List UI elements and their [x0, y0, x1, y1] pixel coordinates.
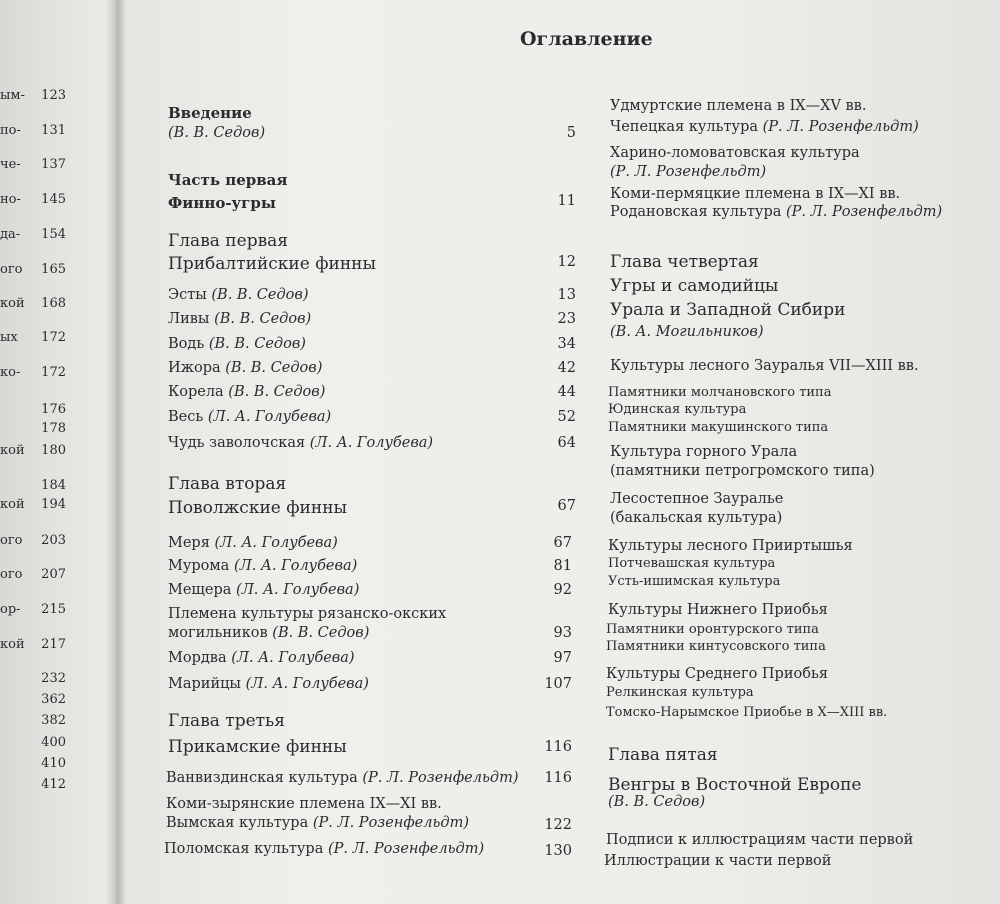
intro-heading: Введение: [168, 104, 252, 122]
captions-line-1: Подписи к иллюстрациям части первой: [606, 832, 914, 848]
toc-entry-author: (Л. А. Голубева): [214, 535, 338, 551]
toc-entry-author: (В. В. Седов): [228, 384, 326, 400]
left-fragment-text: ко-: [0, 365, 21, 380]
irtysh-sub-2: Усть-ишимская культура: [608, 574, 781, 589]
irtysh-sub-1: Потчевашская культура: [608, 556, 776, 571]
komi-page: 122: [544, 817, 572, 833]
chapter-5-title: Венгры в Восточной Европе: [608, 775, 862, 795]
chapter-5-author: (В. В. Седов): [608, 794, 706, 810]
intro-page: 5: [566, 125, 576, 141]
chapter-2-title: Поволжские финны: [168, 498, 348, 518]
toc-entry-author: (Л. А. Голубева): [236, 582, 360, 598]
left-fragment-text: ого: [0, 533, 23, 548]
toc-entry-author: (Л. А. Голубева): [233, 558, 358, 574]
polom-page: 130: [544, 843, 572, 859]
left-fragment-page: 154: [41, 227, 66, 242]
part-heading-1: Часть первая: [168, 171, 288, 189]
intro-author: (В. В. Седов): [168, 125, 266, 141]
left-fragment-page: 232: [41, 671, 66, 686]
left-fragment-page: 184: [41, 478, 66, 493]
chapter-1-page: 12: [557, 254, 576, 270]
toc-entry: [168, 360, 322, 376]
lower-ob-sub-2: Памятники кинтусовского типа: [606, 639, 826, 654]
left-fragment-text: по-: [0, 123, 21, 138]
steppe-line-1: Лесостепное Зауралье: [610, 491, 784, 507]
chapter-4-title-2: Урала и Западной Сибири: [610, 300, 846, 320]
toc-entry: [168, 287, 309, 303]
toc-entry: [168, 676, 369, 692]
toc-entry-author: (Р. Л. Розенфельдт): [362, 770, 519, 786]
komi-line-2: Вымская культура (Р. Л. Розенфельдт): [166, 815, 469, 831]
left-fragment-text: да-: [0, 227, 21, 242]
toc-entry-title: Мордва: [168, 650, 232, 666]
toc-entry-title: Мещера: [168, 582, 237, 598]
chapter-3-page: 116: [544, 739, 572, 755]
part-page: 11: [557, 193, 576, 209]
toc-entry: [168, 384, 325, 400]
left-fragment-page: 172: [41, 365, 66, 380]
khar-line-1: Харино-ломоватовская культура: [610, 145, 860, 161]
polom-line: Поломская культура (Р. Л. Розенфельдт): [164, 841, 485, 857]
left-fragment-page: 412: [41, 777, 66, 792]
left-fragment-page: 382: [41, 713, 66, 728]
toc-entry-title: Марийцы: [168, 676, 246, 692]
left-fragment-page: 176: [41, 402, 66, 417]
left-fragment-page: 410: [41, 756, 66, 771]
middle-ob-sub-1: Релкинская культура: [606, 685, 754, 700]
toc-entry-page: 92: [553, 582, 572, 598]
left-fragment-page: 165: [41, 262, 66, 277]
toc-entry-page: 64: [557, 435, 576, 451]
mountain-line-1: Культура горного Урала: [610, 444, 798, 460]
mountain-line-2: (памятники петрогромского типа): [610, 463, 875, 479]
chapter-1-label: Глава первая: [168, 231, 289, 251]
toc-entry: [168, 409, 331, 425]
forest-sub-3: Памятники макушинского типа: [608, 420, 829, 435]
toc-entry-page: 52: [557, 409, 576, 425]
left-fragment-page: 362: [41, 692, 66, 707]
toc-entry-page: 97: [553, 650, 572, 666]
steppe-line-2: (бакальская культура): [610, 510, 783, 526]
middle-ob-heading: Культуры Среднего Приобья: [606, 666, 829, 682]
toc-entry-author: (В. В. Седов): [225, 360, 323, 376]
komi-line-1: Коми-зырянские племена IX—XI вв.: [166, 796, 442, 812]
komiperm-line-2: Родановская культура (Р. Л. Розенфельдт): [610, 204, 943, 220]
chapter-3-title: Прикамские финны: [168, 737, 347, 757]
toc-entry: [168, 311, 311, 327]
middle-ob-sub-2: Томско-Нарымское Приобье в X—XIII вв.: [606, 705, 888, 720]
left-fragment-text: кой: [0, 497, 25, 512]
toc-entry-page: 42: [557, 360, 576, 376]
left-fragment-page: 217: [41, 637, 66, 652]
toc-entry-page: 13: [557, 287, 576, 303]
toc-entry-page: 107: [544, 676, 572, 692]
forest-sub-2: Юдинская культура: [608, 402, 747, 417]
udm-line-1: Удмуртские племена в IX—XV вв.: [610, 98, 867, 114]
toc-entry-title: Ливы: [168, 311, 215, 327]
left-fragment-page: 123: [41, 88, 66, 103]
ryazan-line-1: Племена культуры рязанско-окских: [168, 606, 447, 622]
left-fragment-text: но-: [0, 192, 21, 207]
left-fragment-text: кой: [0, 443, 25, 458]
chapter-1-title: Прибалтийские финны: [168, 254, 377, 274]
left-fragment-page: 400: [41, 735, 66, 750]
toc-entry-author: (Л. А. Голубева): [245, 676, 369, 692]
left-fragment-text: кой: [0, 296, 25, 311]
captions-line-2: Иллюстрации к части первой: [604, 853, 832, 869]
khar-author: (Р. Л. Розенфельдт): [610, 164, 767, 180]
ryazan-page: 93: [553, 625, 572, 641]
left-fragment-page: 178: [41, 421, 66, 436]
part-heading-2: Финно-угры: [168, 194, 276, 212]
toc-entry-author: (В. В. Седов): [211, 287, 309, 303]
toc-entry-title: Ижора: [168, 360, 226, 376]
left-fragment-page: 168: [41, 296, 66, 311]
forest-heading: Культуры лесного Зауралья VII—XIII вв.: [610, 358, 919, 374]
toc-entry: [168, 336, 306, 352]
toc-entry-title: Меря: [168, 535, 215, 551]
lower-ob-sub-1: Памятники оронтурского типа: [606, 622, 819, 637]
chapter-4-label: Глава четвертая: [610, 252, 759, 272]
ryazan-line-2: могильников (В. В. Седов): [168, 625, 370, 641]
toc-entry-page: 34: [557, 336, 576, 352]
left-fragment-text: ых: [0, 330, 18, 345]
toc-entry-title: Эсты: [168, 287, 212, 303]
toc-entry: [166, 770, 518, 786]
toc-entry-author: (Л. А. Голубева): [309, 435, 434, 451]
left-fragment-page: 207: [41, 567, 66, 582]
left-fragment-page: 145: [41, 192, 66, 207]
toc-entry-page: 23: [557, 311, 576, 327]
chapter-4-author: (В. А. Могильников): [610, 324, 764, 340]
toc-entry: [168, 535, 338, 551]
page-title: Оглавление: [520, 28, 653, 50]
left-fragment-page: 215: [41, 602, 66, 617]
toc-entry-author: (Л. А. Голубева): [231, 650, 355, 666]
toc-entry-page: 44: [557, 384, 576, 400]
left-fragment-text: кой: [0, 637, 25, 652]
toc-entry-author: (В. В. Седов): [214, 311, 312, 327]
toc-entry-author: (В. В. Седов): [208, 336, 306, 352]
toc-entry-title: Корела: [168, 384, 229, 400]
left-fragment-page: 131: [41, 123, 66, 138]
toc-entry-title: Чудь заволочская: [168, 435, 310, 451]
chapter-3-label: Глава третья: [168, 711, 286, 731]
chapter-5-label: Глава пятая: [608, 745, 718, 765]
toc-entry-title: Ванвиздинская культура: [166, 770, 363, 786]
left-fragment-text: ым-: [0, 88, 25, 103]
irtysh-heading: Культуры лесного Прииртышья: [608, 538, 853, 554]
forest-sub-1: Памятники молчановского типа: [608, 385, 832, 400]
left-fragment-text: че-: [0, 157, 21, 172]
toc-entry-author: (Л. А. Голубева): [207, 409, 332, 425]
toc-entry-title: Весь: [168, 409, 208, 425]
lower-ob-heading: Культуры Нижнего Приобья: [608, 602, 828, 618]
komiperm-line-1: Коми-пермяцкие племена в IX—XI вв.: [610, 186, 901, 202]
toc-entry: [168, 582, 359, 598]
toc-entry-page: 67: [553, 535, 572, 551]
toc-entry-title: Водь: [168, 336, 209, 352]
left-fragment-text: ого: [0, 567, 23, 582]
left-fragment-page: 203: [41, 533, 66, 548]
left-fragment-page: 172: [41, 330, 66, 345]
left-fragment-text: ого: [0, 262, 23, 277]
udm-line-2: Чепецкая культура (Р. Л. Розенфельдт): [610, 119, 919, 135]
toc-entry: [168, 650, 355, 666]
left-fragment-page: 194: [41, 497, 66, 512]
left-fragment-text: ор-: [0, 602, 21, 617]
toc-entry-title: Мурома: [168, 558, 234, 574]
toc-entry: [168, 558, 357, 574]
chapter-4-title-1: Угры и самодийцы: [610, 276, 779, 296]
toc-entry-page: 116: [544, 770, 572, 786]
toc-entry-page: 81: [553, 558, 572, 574]
left-fragment-page: 180: [41, 443, 66, 458]
chapter-2-page: 67: [557, 498, 576, 514]
chapter-2-label: Глава вторая: [168, 474, 287, 494]
toc-entry: [168, 435, 433, 451]
left-fragment-page: 137: [41, 157, 66, 172]
